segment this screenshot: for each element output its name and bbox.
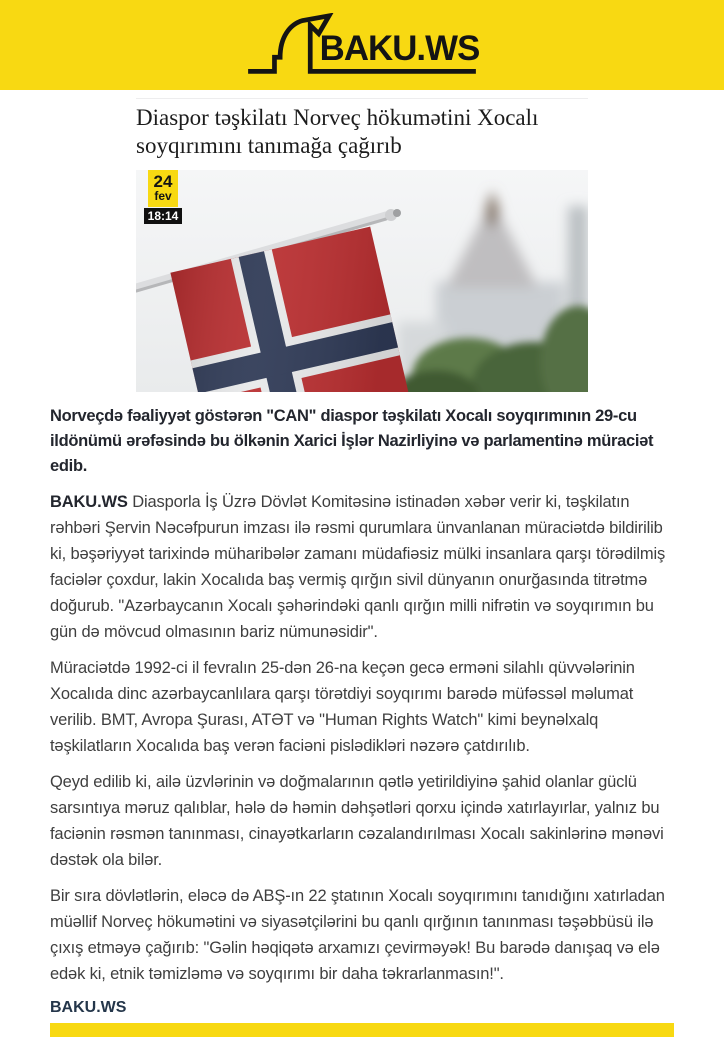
date-day: 24	[153, 172, 173, 191]
norwegian-flag-photo	[136, 170, 588, 392]
site-header	[0, 0, 724, 90]
paragraph-text: Qeyd edilib ki, ailə üzvlərinin və doğmalarının qətlə yetirildiyinə şahid olanlar güclü sarsıntıya məruz qalıblar, hələ də həmin dəhşətləri qorxu içində xatırlayırlar, yalnız bu faciənin rəsmən tanınması, cinayətkarların cəzalandırılması Xocalı sakinlərinə mənəvi dəstək ola bilər.	[50, 773, 664, 869]
date-month: fev	[154, 189, 172, 203]
paragraph-text: Müraciətdə 1992-ci il fevralın 25-dən 26-na keçən gecə erməni silahlı qüvvələrinin Xocalıda dinc azərbaycanlılara qarşı törətdiyi soyqırımı barədə müfəssəl məlumat verilib. BMT, Avropa Şurası, ATƏT və "Human Rights Watch" kimi beynəlxalq təşkilatların Xocalıda baş verən faciəni pislədikləri nəzərə çatdırılıb.	[50, 659, 635, 755]
article-body	[0, 404, 724, 1037]
article-title: Diaspor təşkilatı Norveç hökumətini Xocalı soyqırımını tanımağa çağırıb	[136, 105, 539, 158]
article	[0, 98, 724, 1037]
footer-banner-strip	[50, 1023, 674, 1037]
baku-ws-logo-icon	[237, 13, 487, 77]
time-badge: 18:14	[144, 208, 182, 224]
article-paragraph	[50, 883, 674, 987]
article-head	[136, 98, 588, 392]
paragraph-text: Diasporla İş Üzrə Dövlət Komitəsinə istinadən xəbər verir ki, təşkilatın rəhbəri Şervin Nəcəfpurun imzası ilə rəsmi qurumlara ünvanlanan müraciətdə bildirilib ki, bəşəriyyət tarixində müharibələr zamanı müdafiəsiz mülki insanlara qarşı törədilmiş faciələr çoxdur, lakin Xocalıda baş vermiş qırğın sivil dünyanın onurğasında titrətmə doğurub. "Azərbaycanın Xocalı şəhərindəki qanlı qırğın milli nifrətin və soyqırımın bu gün də mövcud olmasının bariz nümunəsidir".	[50, 493, 666, 641]
date-badge	[144, 170, 182, 224]
article-paragraph	[50, 655, 674, 759]
source-prefix: BAKU.WS	[50, 493, 128, 511]
site-logo-link[interactable]	[237, 13, 487, 77]
article-lead: Norveçdə fəaliyyət göstərən "CAN" diaspor təşkilatı Xocalı soyqırımının 29-cu ildönümü ərəfəsində bu ölkənin Xarici İşlər Nazirliyinə və parlamentinə müraciət edib.	[50, 407, 654, 475]
article-paragraph	[50, 769, 674, 873]
article-paragraph	[50, 489, 674, 645]
article-image	[136, 170, 588, 392]
date-box	[148, 170, 178, 207]
paragraph-text: Bir sıra dövlətlərin, eləcə də ABŞ-ın 22 ştatının Xocalı soyqırımını tanıdığını xatırladan müəllif Norveç hökumətini və siyasətçilərini bu qanlı qırğının tanınması təşəbbüsü ilə çıxış etməyə çağırıb: "Gəlin həqiqətə arxamızı çevirməyək! Bu barədə danışaq və elə edək ki, etnik təmizləmə və soyqırımı bir daha təkrarlanmasın!".	[50, 887, 665, 983]
source-link[interactable]: BAKU.WS	[50, 999, 127, 1016]
logo-text: BAKU.WS	[319, 29, 480, 69]
